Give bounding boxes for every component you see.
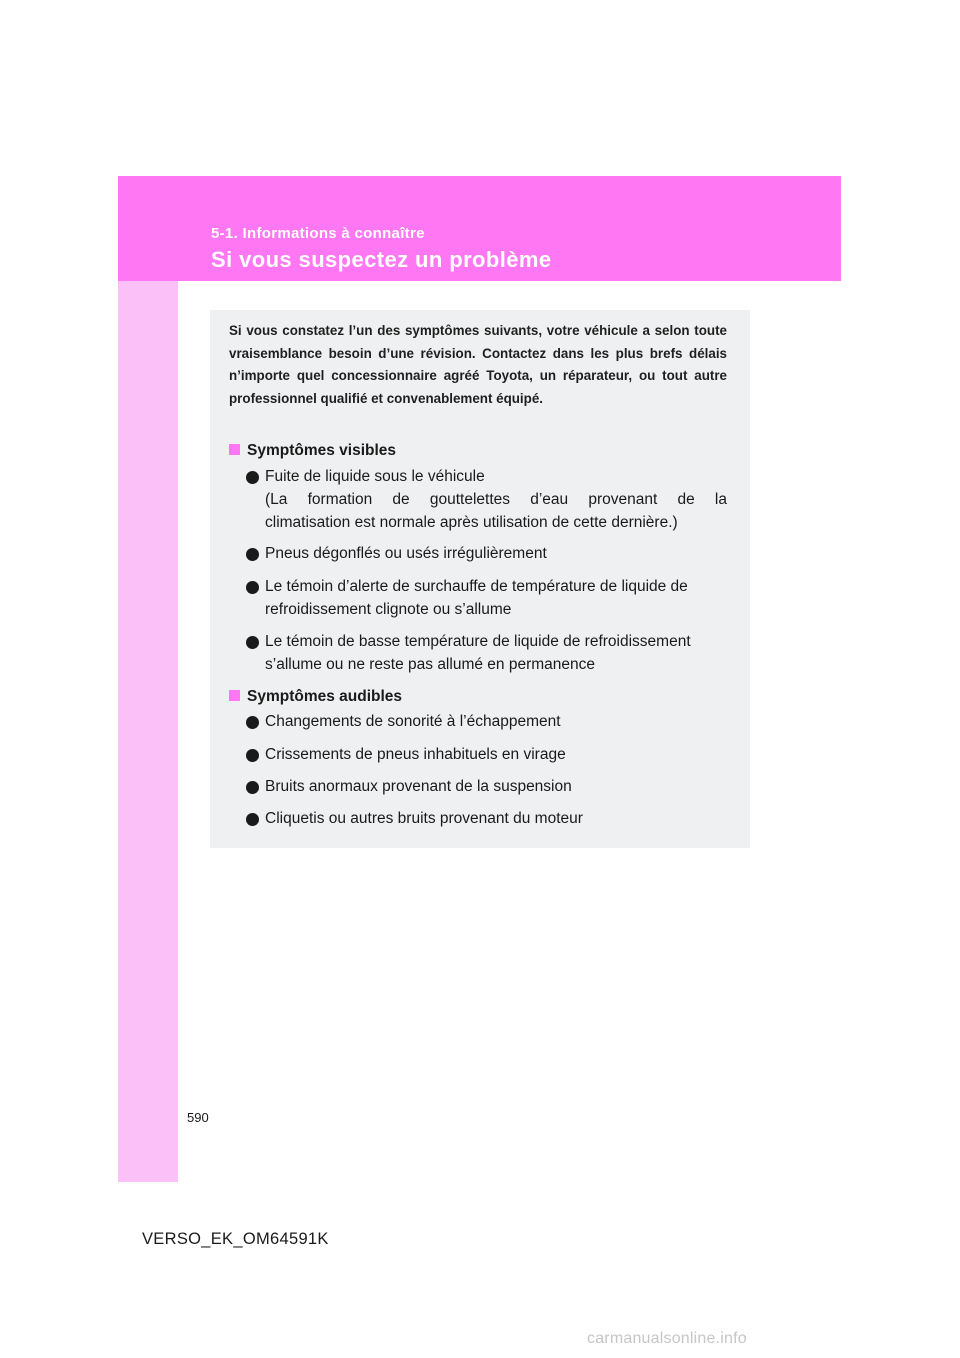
heading-label: Symptômes audibles <box>247 688 403 705</box>
bullet-icon <box>246 749 259 762</box>
list-item <box>246 543 727 566</box>
watermark: carmanualsonline.info <box>587 1330 747 1347</box>
section-label: 5-1. Informations à connaître <box>211 225 425 242</box>
list-item <box>246 744 727 767</box>
list-item <box>246 776 727 799</box>
item-text: Changements de sonorité à l’échappement <box>265 713 561 730</box>
document-code: VERSO_EK_OM64591K <box>142 1230 329 1248</box>
square-bullet-icon <box>229 444 240 455</box>
list-item <box>246 711 727 734</box>
item-text: climatisation est normale après utilisation de cette dernière.) <box>265 513 678 531</box>
bullet-icon <box>246 581 259 594</box>
item-text: Cliquetis ou autres bruits provenant du moteur <box>265 810 583 827</box>
item-text: Fuite de liquide sous le véhicule <box>265 468 485 485</box>
side-band <box>118 176 178 1182</box>
page-number: 590 <box>187 1110 209 1125</box>
item-text: Le témoin d’alerte de surchauffe de température de liquide de refroidissement clignote ou s’allume <box>265 578 688 618</box>
item-text: Bruits anormaux provenant de la suspension <box>265 778 572 795</box>
bullet-icon <box>246 813 259 826</box>
heading-audible-symptoms <box>229 688 402 706</box>
bullet-icon <box>246 781 259 794</box>
item-text: Crissements de pneus inhabituels en virage <box>265 746 566 763</box>
item-text: (La formation de gouttelettes d’eau provenant de la <box>265 490 727 508</box>
list-item <box>246 808 727 831</box>
bullet-icon <box>246 636 259 649</box>
heading-visible-symptoms <box>229 442 396 460</box>
list-item <box>246 576 727 622</box>
item-text: Le témoin de basse température de liquide de refroidissement s’allume ou ne reste pas allumé en permanence <box>265 633 691 673</box>
intro-paragraph: Si vous constatez l’un des symptômes suivants, votre véhicule a selon toute vraisemblance besoin d’une révision. Contactez dans les plus brefs délais n’importe quel concessionnaire agréé Toyota, un réparateur, ou tout autre professionnel qualifié et convenablement équipé. <box>229 323 727 406</box>
page-title: Si vous suspectez un problème <box>211 247 552 272</box>
bullet-icon <box>246 716 259 729</box>
square-bullet-icon <box>229 690 240 701</box>
item-text: Pneus dégonflés ou usés irrégulièrement <box>265 545 547 562</box>
heading-label: Symptômes visibles <box>247 442 397 459</box>
bullet-icon <box>246 471 259 484</box>
list-item <box>246 631 727 677</box>
list-item <box>246 466 727 534</box>
bullet-icon <box>246 548 259 561</box>
